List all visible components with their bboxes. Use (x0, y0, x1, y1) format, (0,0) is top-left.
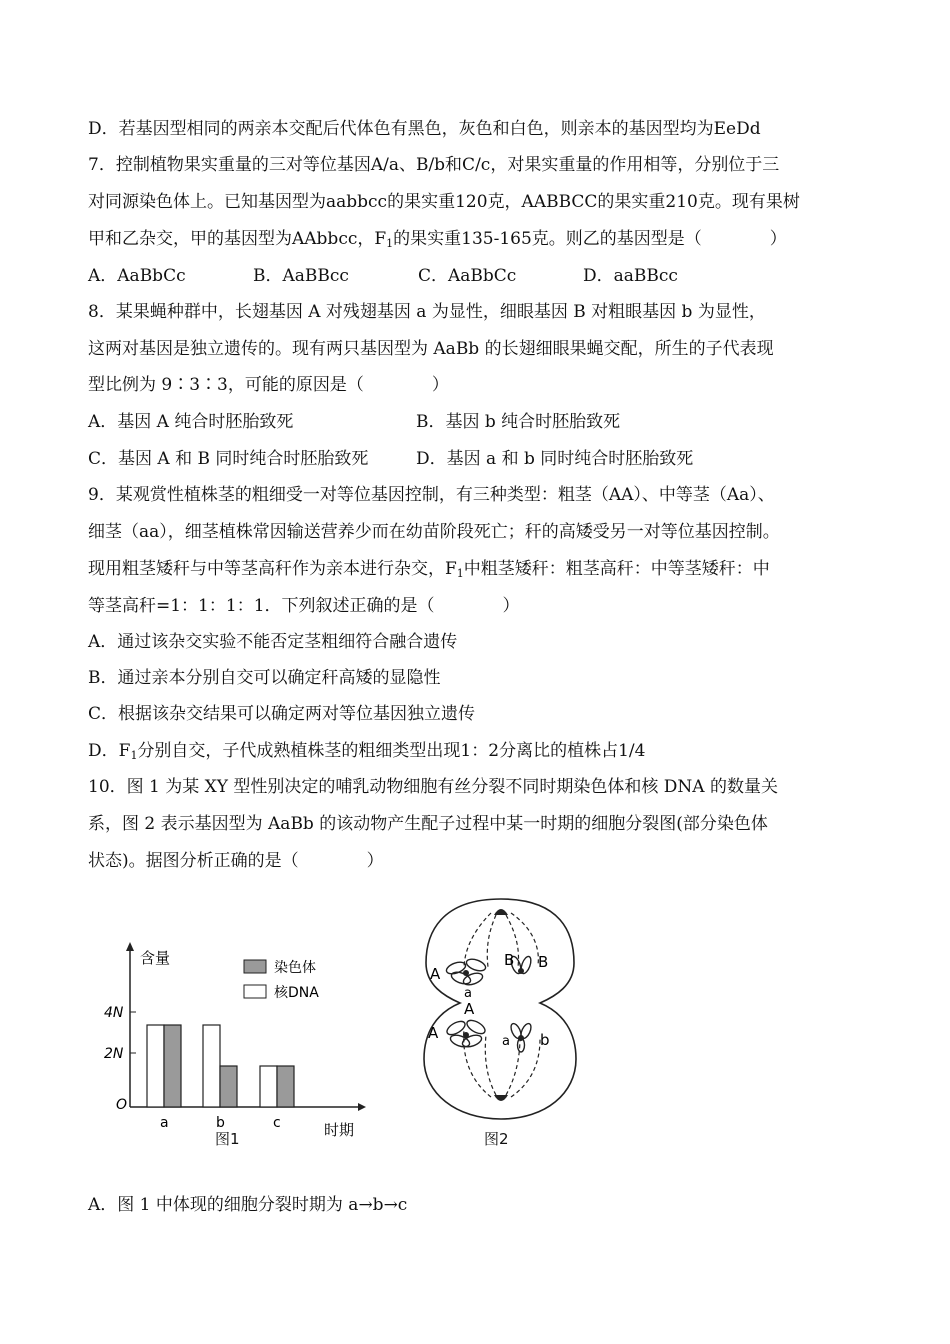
y-tick-label-4n: 4N (104, 1005, 124, 1021)
q9-option-b: B．通过亲本分别自交可以确定秆高矮的显隐性 (88, 668, 441, 688)
spindle-fibers (464, 913, 540, 1097)
legend-label-dna: 核DNA (274, 985, 319, 1001)
q8-option-a: A．基因 A 纯合时胚胎致死 (88, 412, 294, 432)
legend-swatch-chromosome (244, 960, 266, 973)
q9-stem-line1: 9．某观赏性植株茎的粗细受一对等位基因控制，有三种类型：粗茎（AA）、中等茎（Aa）、 (88, 485, 775, 505)
q7-option-d: D．aaBBcc (583, 266, 678, 286)
q7-option-c: C．AaBbCc (418, 266, 517, 286)
bar-b-chromosome (220, 1066, 237, 1107)
q8-stem-line1: 8．某果蝇种群中，长翅基因 A 对残翅基因 a 为显性，细眼基因 B 对粗眼基因 b 为显性， (88, 302, 766, 322)
q8-stem-line3: 型比例为 9∶3∶3，可能的原因是（ ） (88, 375, 449, 395)
q9-stem-line2: 细茎（aa），细茎植株常因输送营养少而在幼苗阶段死亡；秆的高矮受另一对等位基因控制。 (88, 522, 780, 542)
q9-option-d: D．$F_1$分别自交，子代成熟植株茎的粗细类型出现1：2分离比的植株占1/4 (88, 741, 646, 762)
q6-option-d: D．若基因型相同的两亲本交配后代体色有黑色，灰色和白色，则亲本的基因型均为EeDd (88, 119, 761, 139)
bar-a-chromosome (164, 1025, 181, 1107)
q8-option-c: C．基因 A 和 B 同时纯合时胚胎致死 (88, 449, 369, 469)
gene-label-B-1: B (504, 951, 515, 969)
legend-swatch-dna (244, 985, 266, 998)
x-axis-arrow-icon (358, 1103, 366, 1111)
x-tick-label-a: a (160, 1115, 169, 1131)
bar-b-dna (203, 1025, 220, 1107)
figure2-cell-diagram (416, 893, 586, 1125)
q9-stem-line3: 现用粗茎矮秆与中等茎高秆作为亲本进行杂交，$F_1$中粗茎矮秆：粗茎高秆：中等茎矮秆：中 (88, 559, 770, 580)
figure1-caption: 图1 (215, 1130, 240, 1148)
q7-stem-line1: 7．控制植物果实重量的三对等位基因A/a、B/b和C/c，对果实重量的作用相等，分别位于三 (88, 155, 780, 175)
gene-label-b: b (540, 1031, 550, 1049)
centromere-bottom-left (463, 1032, 469, 1038)
cell-membrane (424, 899, 576, 1119)
y-tick-label-2n: 2N (104, 1046, 124, 1062)
origin-label: O (116, 1097, 128, 1113)
x-tick-label-b: b (216, 1115, 225, 1131)
gene-label-A-bottom: A (428, 1024, 439, 1042)
q7-stem-line3: 甲和乙杂交，甲的基因型为AAbbcc，$F_1$的果实重135-165克。则乙的基因型是（ ） (88, 229, 787, 250)
centromere-top-right (518, 968, 524, 974)
x-axis-label: 时期 (324, 1121, 355, 1139)
q9-option-a: A．通过该杂交实验不能否定茎粗细符合融合遗传 (88, 632, 458, 652)
centrosome-bottom-icon (494, 1095, 508, 1101)
centromere-bottom-right (518, 1035, 524, 1041)
x-tick-label-c: c (273, 1115, 281, 1131)
q9-stem-line4: 等茎高秆=1：1：1：1．下列叙述正确的是（ ） (88, 596, 520, 616)
figure2-caption: 图2 (484, 1130, 509, 1148)
gene-label-a-top: a (464, 986, 472, 1001)
y-axis-label: 含量 (140, 949, 171, 967)
bar-a-dna (147, 1025, 164, 1107)
q7-option-a: A．AaBbCc (88, 266, 186, 286)
centromere-top-left (463, 970, 469, 976)
q8-option-b: B．基因 b 纯合时胚胎致死 (416, 412, 621, 432)
q9-option-c: C．根据该杂交结果可以确定两对等位基因独立遗传 (88, 704, 476, 724)
q8-stem-line2: 这两对基因是独立遗传的。现有两只基因型为 AaBb 的长翅细眼果蝇交配，所生的子代表现 (88, 339, 774, 359)
gene-label-A-middle: A (464, 1000, 475, 1018)
gene-label-B-2: B (538, 953, 549, 971)
q8-option-d: D．基因 a 和 b 同时纯合时胚胎致死 (416, 449, 694, 469)
q7-option-b: B．AaBBcc (253, 266, 349, 286)
q10-stem-line1: 10．图 1 为某 XY 型性别决定的哺乳动物细胞有丝分裂不同时期染色体和核 DNA 的数量关 (88, 777, 778, 797)
gene-label-A-top: A (430, 965, 441, 983)
gene-label-a-bottom: a (502, 1034, 510, 1049)
centrosome-top-icon (494, 909, 508, 915)
q10-stem-line2: 系，图 2 表示基因型为 AaBb 的该动物产生配子过程中某一时期的细胞分裂图(部分染色体 (88, 814, 768, 834)
figure1-bar-chart (100, 935, 370, 1150)
q7-stem-line2: 对同源染色体上。已知基因型为aabbcc的果实重120克，AABBCC的果实重210克。现有果树 (88, 192, 800, 212)
bar-c-dna (260, 1066, 277, 1107)
y-axis-arrow-icon (126, 942, 134, 951)
q10-stem-line3: 状态)。据图分析正确的是（ ） (88, 851, 384, 871)
bar-c-chromosome (277, 1066, 294, 1107)
q10-option-a: A．图 1 中体现的细胞分裂时期为 a→b→c (88, 1195, 408, 1215)
legend-label-chromosome: 染色体 (274, 960, 316, 976)
